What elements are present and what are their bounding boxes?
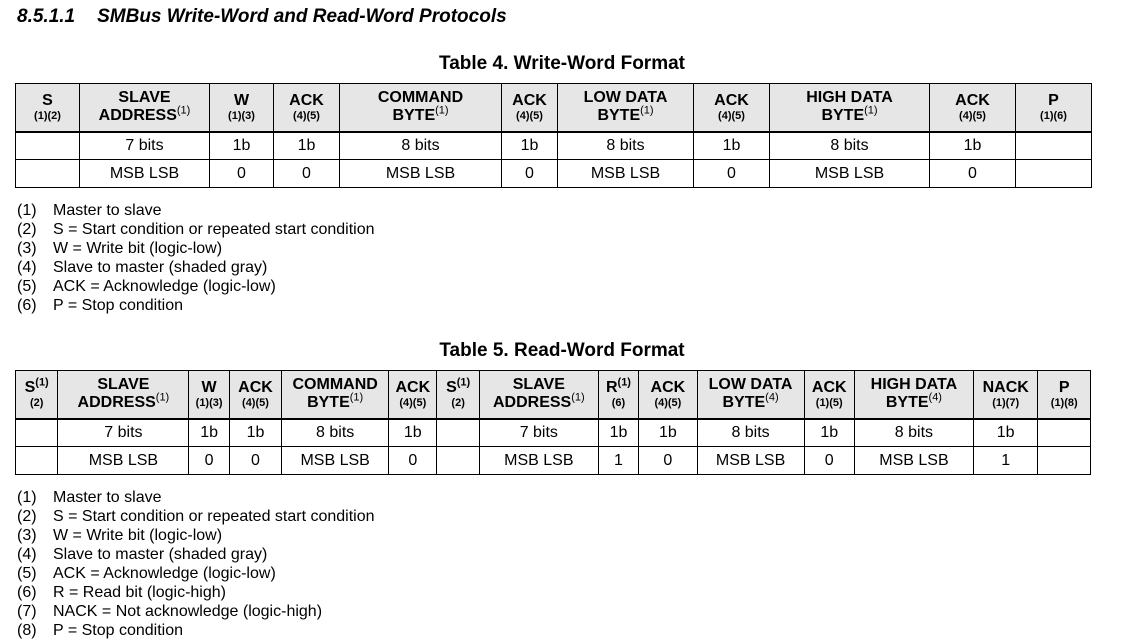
- header-label-line2-text: BYTE: [392, 107, 436, 125]
- read-table-cell: 1b: [189, 419, 229, 447]
- read-table-cell: MSB LSB: [697, 447, 804, 475]
- header-footnote-ref: (4)(5): [516, 110, 543, 123]
- footnote-item: [17, 564, 375, 583]
- header-label-line2-text: BYTE: [597, 107, 641, 125]
- read-table-cell: [1038, 447, 1091, 475]
- footnote-item: [17, 583, 375, 602]
- header-label: SLAVE: [118, 89, 171, 107]
- header-label: S: [42, 92, 53, 110]
- header-footnote-ref: (1): [617, 376, 631, 389]
- header-label-line: [599, 376, 638, 397]
- read-table-header-slave-7: [479, 371, 598, 419]
- footnote-text: Master to slave: [53, 489, 162, 506]
- header-footnote-ref: (4)(5): [242, 397, 269, 410]
- read-table-cell: [437, 419, 479, 447]
- write-table-cell: MSB LSB: [558, 160, 694, 188]
- read-table-cell: [16, 447, 58, 475]
- header-label-line2: [558, 104, 693, 125]
- write-table-row-bit-length: [16, 132, 1092, 160]
- footnote-number: (8): [17, 622, 37, 639]
- read-table-cell: 1: [598, 447, 638, 475]
- footnote-number: (4): [17, 259, 37, 276]
- read-table-cell: MSB LSB: [58, 447, 189, 475]
- footnote-text: Slave to master (shaded gray): [53, 259, 268, 276]
- header-label-line2: [480, 391, 598, 412]
- footnote-item: [17, 220, 375, 239]
- write-table-cell: 1b: [930, 132, 1016, 160]
- footnote-number: (1): [17, 202, 37, 219]
- header-footnote-ref: (1)(6): [1040, 110, 1067, 123]
- read-table-cell: [16, 419, 58, 447]
- footnote-item: [17, 201, 375, 220]
- header-footnote-ref: (1)(3): [228, 110, 255, 123]
- header-label: ACK: [811, 379, 847, 397]
- header-label: P: [1048, 92, 1059, 110]
- header-label-line2-text: BYTE: [885, 394, 929, 412]
- write-table-cell: MSB LSB: [80, 160, 210, 188]
- footnote-text: W = Write bit (logic-low): [53, 527, 223, 544]
- footnote-item: [17, 239, 375, 258]
- read-table-header-low-data-10: [697, 371, 804, 419]
- read-table-header-s-0: [16, 371, 58, 419]
- header-label-line2: [340, 104, 501, 125]
- read-table-caption: Table 5. Read-Word Format: [439, 340, 685, 361]
- header-label-line: [502, 92, 557, 110]
- footnote-text: ACK = Acknowledge (logic-low): [53, 565, 276, 582]
- write-table-header-ack-9: [930, 84, 1016, 132]
- header-label-line: [437, 376, 478, 397]
- header-footnote-ref: (1)(3): [195, 397, 223, 410]
- read-table-cell: 1b: [389, 419, 437, 447]
- write-table-caption: Table 4. Write-Word Format: [439, 53, 685, 74]
- read-table-header-ack-11: [804, 371, 854, 419]
- header-label-line: [930, 92, 1015, 110]
- header-footnote-ref: (4)(5): [959, 110, 986, 123]
- read-table-cell: 7 bits: [58, 419, 189, 447]
- write-table-cell: 0: [694, 160, 770, 188]
- footnote-number: (3): [17, 240, 37, 257]
- header-footnote-ref: (1): [571, 391, 585, 404]
- footnote-number: (3): [17, 527, 37, 544]
- section-heading: [17, 6, 507, 28]
- header-label-line2-text: BYTE: [307, 394, 350, 412]
- header-label-line: [274, 92, 339, 110]
- read-table-cell: 1b: [229, 419, 281, 447]
- header-footnote-ref: (1): [456, 376, 471, 389]
- header-footnote-ref: (1): [349, 391, 364, 404]
- write-table-header-ack-5: [502, 84, 558, 132]
- read-table-cell: MSB LSB: [479, 447, 598, 475]
- read-table-cell: [1038, 419, 1091, 447]
- write-table-row-bit-order: [16, 160, 1092, 188]
- header-footnote-ref: (6): [611, 397, 626, 410]
- write-table-cell: MSB LSB: [770, 160, 930, 188]
- header-label-line2: [282, 391, 388, 412]
- read-table-header-high-data-12: [854, 371, 973, 419]
- footnote-item: [17, 545, 375, 564]
- footnote-number: (6): [17, 584, 37, 601]
- footnote-text: S = Start condition or repeated start condition: [53, 221, 375, 238]
- write-table-cell: 0: [502, 160, 558, 188]
- header-label-line2-text: ADDRESS: [98, 107, 177, 125]
- read-table-cell: 1b: [639, 419, 697, 447]
- read-table-cell: 8 bits: [854, 419, 973, 447]
- header-footnote-ref: (2): [451, 397, 465, 410]
- read-table-cell: [437, 447, 479, 475]
- footnote-text: Master to slave: [53, 202, 162, 219]
- header-label: ACK: [289, 92, 324, 110]
- footnote-item: [17, 507, 375, 526]
- footnote-item: [17, 258, 375, 277]
- read-table-cell: 0: [229, 447, 281, 475]
- header-footnote-ref: (4)(5): [654, 397, 682, 410]
- header-footnote-ref: (1)(2): [34, 110, 61, 123]
- header-label-line2: [698, 391, 804, 412]
- header-label: ACK: [650, 379, 686, 397]
- write-table-header-w-2: [210, 84, 274, 132]
- read-table-cell: 0: [639, 447, 697, 475]
- header-label: R: [605, 379, 618, 397]
- write-table-header-s-0: [16, 84, 80, 132]
- footnote-number: (7): [17, 603, 37, 620]
- write-table-cell: 1b: [502, 132, 558, 160]
- header-label: S: [24, 379, 36, 397]
- read-table-cell: 8 bits: [282, 419, 389, 447]
- header-label-line: [805, 379, 854, 397]
- read-word-format-table: [15, 370, 1091, 475]
- header-label: ACK: [512, 92, 547, 110]
- read-table-header-ack-3: [229, 371, 281, 419]
- footnote-text: ACK = Acknowledge (logic-low): [53, 278, 276, 295]
- header-label-line: [16, 92, 79, 110]
- header-footnote-ref: (4)(5): [718, 110, 745, 123]
- footnote-item: [17, 526, 375, 545]
- footnote-text: W = Write bit (logic-low): [53, 240, 223, 257]
- write-table-cell: [16, 132, 80, 160]
- header-label-line: [16, 376, 57, 397]
- read-table-header-command-4: [282, 371, 389, 419]
- header-label: SLAVE: [512, 376, 565, 394]
- footnote-text: S = Start condition or repeated start condition: [53, 508, 375, 525]
- write-table-cell: 1b: [274, 132, 340, 160]
- write-table-cell: 0: [930, 160, 1016, 188]
- write-table-header-high-data-8: [770, 84, 930, 132]
- read-table-row-bit-length: [16, 419, 1091, 447]
- header-label-line: [1016, 92, 1091, 110]
- header-label-line2-text: ADDRESS: [77, 394, 156, 412]
- write-table-cell: [1016, 160, 1092, 188]
- header-label: S: [446, 379, 457, 397]
- header-label-line: [210, 92, 273, 110]
- header-label-line2-text: BYTE: [722, 394, 766, 412]
- header-footnote-ref: (4)(5): [399, 397, 427, 410]
- read-table-header-ack-9: [639, 371, 697, 419]
- footnote-text: P = Stop condition: [53, 622, 184, 639]
- header-label: ACK: [955, 92, 990, 110]
- footnote-text: Slave to master (shaded gray): [53, 546, 268, 563]
- header-label-line2: [855, 391, 973, 412]
- header-label: SLAVE: [97, 376, 150, 394]
- section-number: 8.5.1.1: [17, 6, 76, 27]
- read-table-cell: 0: [389, 447, 437, 475]
- write-table-header-low-data-6: [558, 84, 694, 132]
- header-label: W: [201, 379, 217, 397]
- header-label: LOW DATA: [708, 376, 793, 394]
- header-label-line: [389, 379, 436, 397]
- read-table-footnotes: [17, 488, 375, 640]
- header-footnote-ref: (1)(5): [815, 397, 843, 410]
- footnote-item: [17, 296, 375, 315]
- header-footnote-ref: (4): [765, 391, 779, 404]
- footnote-text: NACK = Not acknowledge (logic-high): [53, 603, 323, 620]
- write-table-cell: 8 bits: [770, 132, 930, 160]
- footnote-number: (2): [17, 508, 37, 525]
- read-table-cell: 1b: [598, 419, 638, 447]
- header-label: ACK: [714, 92, 749, 110]
- footnote-item: [17, 602, 375, 621]
- header-label: HIGH DATA: [870, 376, 958, 394]
- footnote-number: (5): [17, 278, 37, 295]
- header-label: COMMAND: [292, 376, 378, 394]
- read-table-header-r-8: [598, 371, 638, 419]
- read-table-header-slave-1: [58, 371, 189, 419]
- read-table-cell: 1: [973, 447, 1038, 475]
- write-table-header-command-4: [340, 84, 502, 132]
- write-table-cell: 8 bits: [558, 132, 694, 160]
- read-table-cell: 0: [804, 447, 854, 475]
- write-table-cell: MSB LSB: [340, 160, 502, 188]
- header-footnote-ref: (1): [176, 104, 191, 117]
- read-table-cell: MSB LSB: [282, 447, 389, 475]
- header-label: W: [233, 92, 250, 110]
- read-table-cell: 0: [189, 447, 229, 475]
- header-label-line: [974, 379, 1038, 397]
- write-table-cell: 7 bits: [80, 132, 210, 160]
- header-label: HIGH DATA: [806, 89, 893, 107]
- header-footnote-ref: (4)(5): [293, 110, 320, 123]
- header-label-line2-text: ADDRESS: [492, 394, 572, 412]
- footnote-number: (4): [17, 546, 37, 563]
- read-table-cell: MSB LSB: [854, 447, 973, 475]
- read-table-header-p-14: [1038, 371, 1091, 419]
- header-label: LOW DATA: [583, 89, 668, 107]
- header-label-line: [230, 379, 281, 397]
- footnote-item: [17, 277, 375, 296]
- header-footnote-ref: (4): [928, 391, 942, 404]
- write-table-header-ack-3: [274, 84, 340, 132]
- footnote-number: (5): [17, 565, 37, 582]
- write-table-cell: [16, 160, 80, 188]
- footnote-item: [17, 488, 375, 507]
- header-label-line2: [58, 391, 188, 412]
- write-table-header-ack-7: [694, 84, 770, 132]
- write-word-format-table: [15, 83, 1092, 188]
- write-table-cell: [1016, 132, 1092, 160]
- header-label: ACK: [238, 379, 273, 397]
- header-label: NACK: [982, 379, 1029, 397]
- header-footnote-ref: (2): [29, 397, 44, 410]
- write-table-cell: 1b: [694, 132, 770, 160]
- read-table-cell: 1b: [973, 419, 1038, 447]
- header-label-line2: [770, 104, 929, 125]
- header-label-line: [189, 379, 228, 397]
- write-table-header-slave-1: [80, 84, 210, 132]
- footnote-number: (1): [17, 489, 37, 506]
- footnote-number: (6): [17, 297, 37, 314]
- write-table-footnotes: [17, 201, 375, 315]
- header-label: COMMAND: [377, 89, 464, 107]
- header-label-line: [639, 379, 696, 397]
- header-footnote-ref: (1): [35, 376, 49, 389]
- header-footnote-ref: (1): [864, 104, 878, 117]
- header-footnote-ref: (1): [155, 391, 170, 404]
- section-title: SMBus Write-Word and Read-Word Protocols: [97, 6, 507, 27]
- footnote-number: (2): [17, 221, 37, 238]
- write-table-cell: 0: [274, 160, 340, 188]
- read-table-cell: 8 bits: [697, 419, 804, 447]
- header-label: P: [1058, 379, 1070, 397]
- footnote-item: [17, 621, 375, 640]
- header-footnote-ref: (1): [640, 104, 654, 117]
- read-table-cell: 1b: [804, 419, 854, 447]
- read-table-header-nack-13: [973, 371, 1038, 419]
- header-footnote-ref: (1): [435, 104, 449, 117]
- header-label-line: [1038, 379, 1090, 397]
- write-table-cell: 8 bits: [340, 132, 502, 160]
- write-table-cell: 0: [210, 160, 274, 188]
- write-table-cell: 1b: [210, 132, 274, 160]
- header-label-line2-text: BYTE: [821, 107, 865, 125]
- write-table-header-p-10: [1016, 84, 1092, 132]
- read-table-row-bit-order: [16, 447, 1091, 475]
- footnote-text: R = Read bit (logic-high): [53, 584, 226, 601]
- header-label: ACK: [395, 379, 431, 397]
- read-table-header-ack-5: [389, 371, 437, 419]
- read-table-cell: 7 bits: [479, 419, 598, 447]
- read-table-header-w-2: [189, 371, 229, 419]
- header-footnote-ref: (1)(8): [1050, 397, 1078, 410]
- footnote-text: P = Stop condition: [53, 297, 184, 314]
- header-label-line: [694, 92, 769, 110]
- header-footnote-ref: (1)(7): [992, 397, 1020, 410]
- read-table-header-s-6: [437, 371, 479, 419]
- header-label-line2: [80, 104, 209, 125]
